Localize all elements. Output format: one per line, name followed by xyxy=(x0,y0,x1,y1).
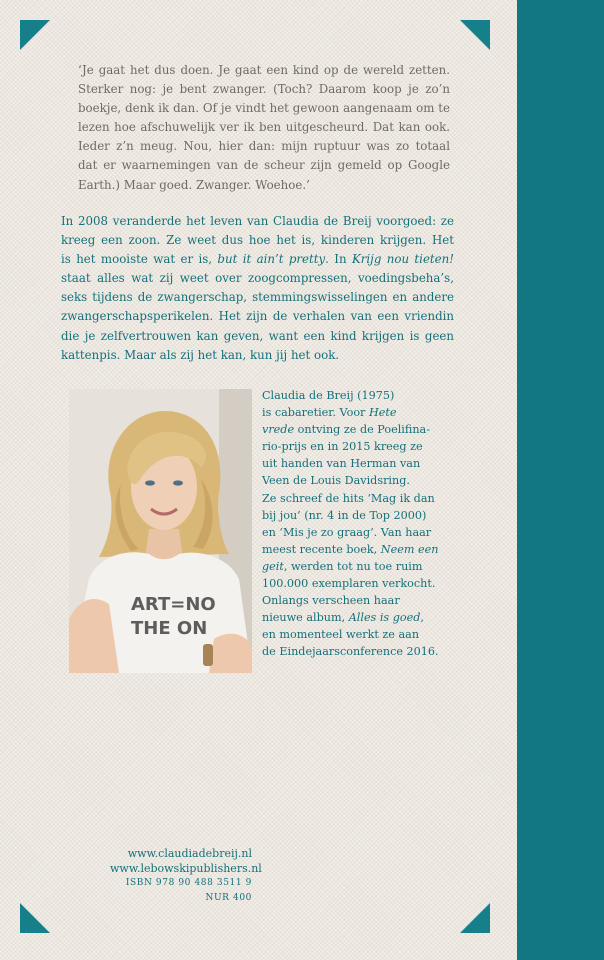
bio-line xyxy=(262,558,457,575)
quote-line: Earth.) Maar goed. Zwanger. Woehoe.’ xyxy=(78,177,310,192)
corner-triangle-bottom-right xyxy=(460,903,490,933)
blurb-line xyxy=(61,250,454,269)
bio-title-italic: Hete xyxy=(368,406,397,420)
bio-text: nieuwe album, xyxy=(262,611,349,625)
bio-line: en momenteel werkt ze aan xyxy=(262,628,420,642)
bio-line xyxy=(262,404,457,421)
book-title: Krijg nou tieten! xyxy=(351,252,454,267)
blurb-line: zwangerschapsperikelen. Het zijn de verhalen van een vriendin xyxy=(61,309,454,324)
corner-triangle-top-left xyxy=(20,20,50,50)
blurb-line: seks tijdens de zwangerschap, stemmingswisselingen en andere xyxy=(61,290,454,305)
shirt-print-line: ART=NO xyxy=(131,594,216,615)
corner-triangle-bottom-left xyxy=(20,903,50,933)
author-bio xyxy=(262,387,457,661)
bio-text: ontving ze de Poelifina- xyxy=(294,423,431,437)
author-website-link[interactable]: www.claudiadebreij.nl xyxy=(127,847,252,860)
bio-title-italic: Neem een xyxy=(380,542,439,556)
bio-line: Claudia de Breij (1975) xyxy=(262,389,395,402)
bio-title-italic: geit xyxy=(262,559,284,573)
bio-line: uit handen van Herman van xyxy=(262,457,421,471)
bio-line: de Eindejaarsconference 2016. xyxy=(262,645,439,659)
blurb-text: is het mooiste wat er is, xyxy=(61,252,218,267)
bio-text: , xyxy=(420,611,424,625)
bio-line: Veen de Louis Davidsring. xyxy=(262,474,410,488)
quote-line: ‘Je gaat het dus doen. Je gaat een kind op de wereld zetten. xyxy=(78,63,450,77)
shirt-print xyxy=(131,593,216,641)
isbn: ISBN 978 90 488 3511 9 xyxy=(125,878,252,888)
blurb-line: staat alles wat zij weet over zoogcompressen, voedingsbeha’s, xyxy=(61,271,454,286)
shirt-print-line: THE ON xyxy=(131,618,208,639)
quote-paragraph xyxy=(78,61,450,195)
nur-code: NUR 400 xyxy=(205,893,252,903)
bio-line xyxy=(262,541,457,558)
blurb-line: kattenpis. Maar als zij het kan, kun jij het ook. xyxy=(61,347,340,362)
bio-text: , werden tot nu toe ruim xyxy=(283,559,423,573)
bio-line: Ze schreef de hits ‘Mag ik dan xyxy=(262,491,435,505)
blurb-text: . In xyxy=(325,252,352,267)
quote-line: boekje, denk ik dan. Of je vindt het gewoon aangenaam om te xyxy=(78,101,450,116)
quote-line: lezen hoe afschuwelijk ver ik ben uitgescheurd. Dat kan ook. xyxy=(78,120,450,135)
corner-triangle-top-right xyxy=(460,20,490,50)
spine-band xyxy=(517,0,604,960)
author-photo xyxy=(69,389,252,673)
bio-line: bij jou’ (nr. 4 in de Top 2000) xyxy=(262,508,427,522)
publisher-website-link[interactable]: www.lebowskipublishers.nl xyxy=(110,862,262,875)
bio-title-italic: Alles is goed xyxy=(348,611,421,625)
publisher-info xyxy=(110,846,262,906)
bio-text: is cabaretier. Voor xyxy=(262,406,366,420)
bio-line: rio-prijs en in 2015 kreeg ze xyxy=(262,440,423,454)
blurb-phrase-italic: but it ain’t pretty xyxy=(217,252,326,267)
bio-line xyxy=(262,609,457,626)
quote-line: Ieder z’n meug. Nou, hier dan: mijn ruptuur was zo totaal xyxy=(78,139,450,154)
bio-line: en ‘Mis je zo graag’. Van haar xyxy=(262,525,432,539)
quote-line: dat er waarnemingen van de scheur zijn gemeld op Google xyxy=(78,158,450,173)
blurb-line: In 2008 veranderde het leven van Claudia de Breij voorgoed: ze xyxy=(61,214,454,228)
bio-line xyxy=(262,421,457,438)
blurb-line: die je zelfvertrouwen kan geven, want een kind krijgen is geen xyxy=(61,328,454,343)
bio-title-italic: vrede xyxy=(262,423,295,437)
blurb-paragraph xyxy=(61,212,454,365)
bio-text: meest recente boek, xyxy=(262,542,381,556)
quote-line: Sterker nog: je bent zwanger. (Toch? Daarom koop je zo’n xyxy=(78,82,450,97)
bio-line: Onlangs verscheen haar xyxy=(262,594,400,608)
blurb-line: kreeg een zoon. Ze weet dus hoe het is, kinderen krijgen. Het xyxy=(61,233,454,248)
bio-line: 100.000 exemplaren verkocht. xyxy=(262,577,436,591)
